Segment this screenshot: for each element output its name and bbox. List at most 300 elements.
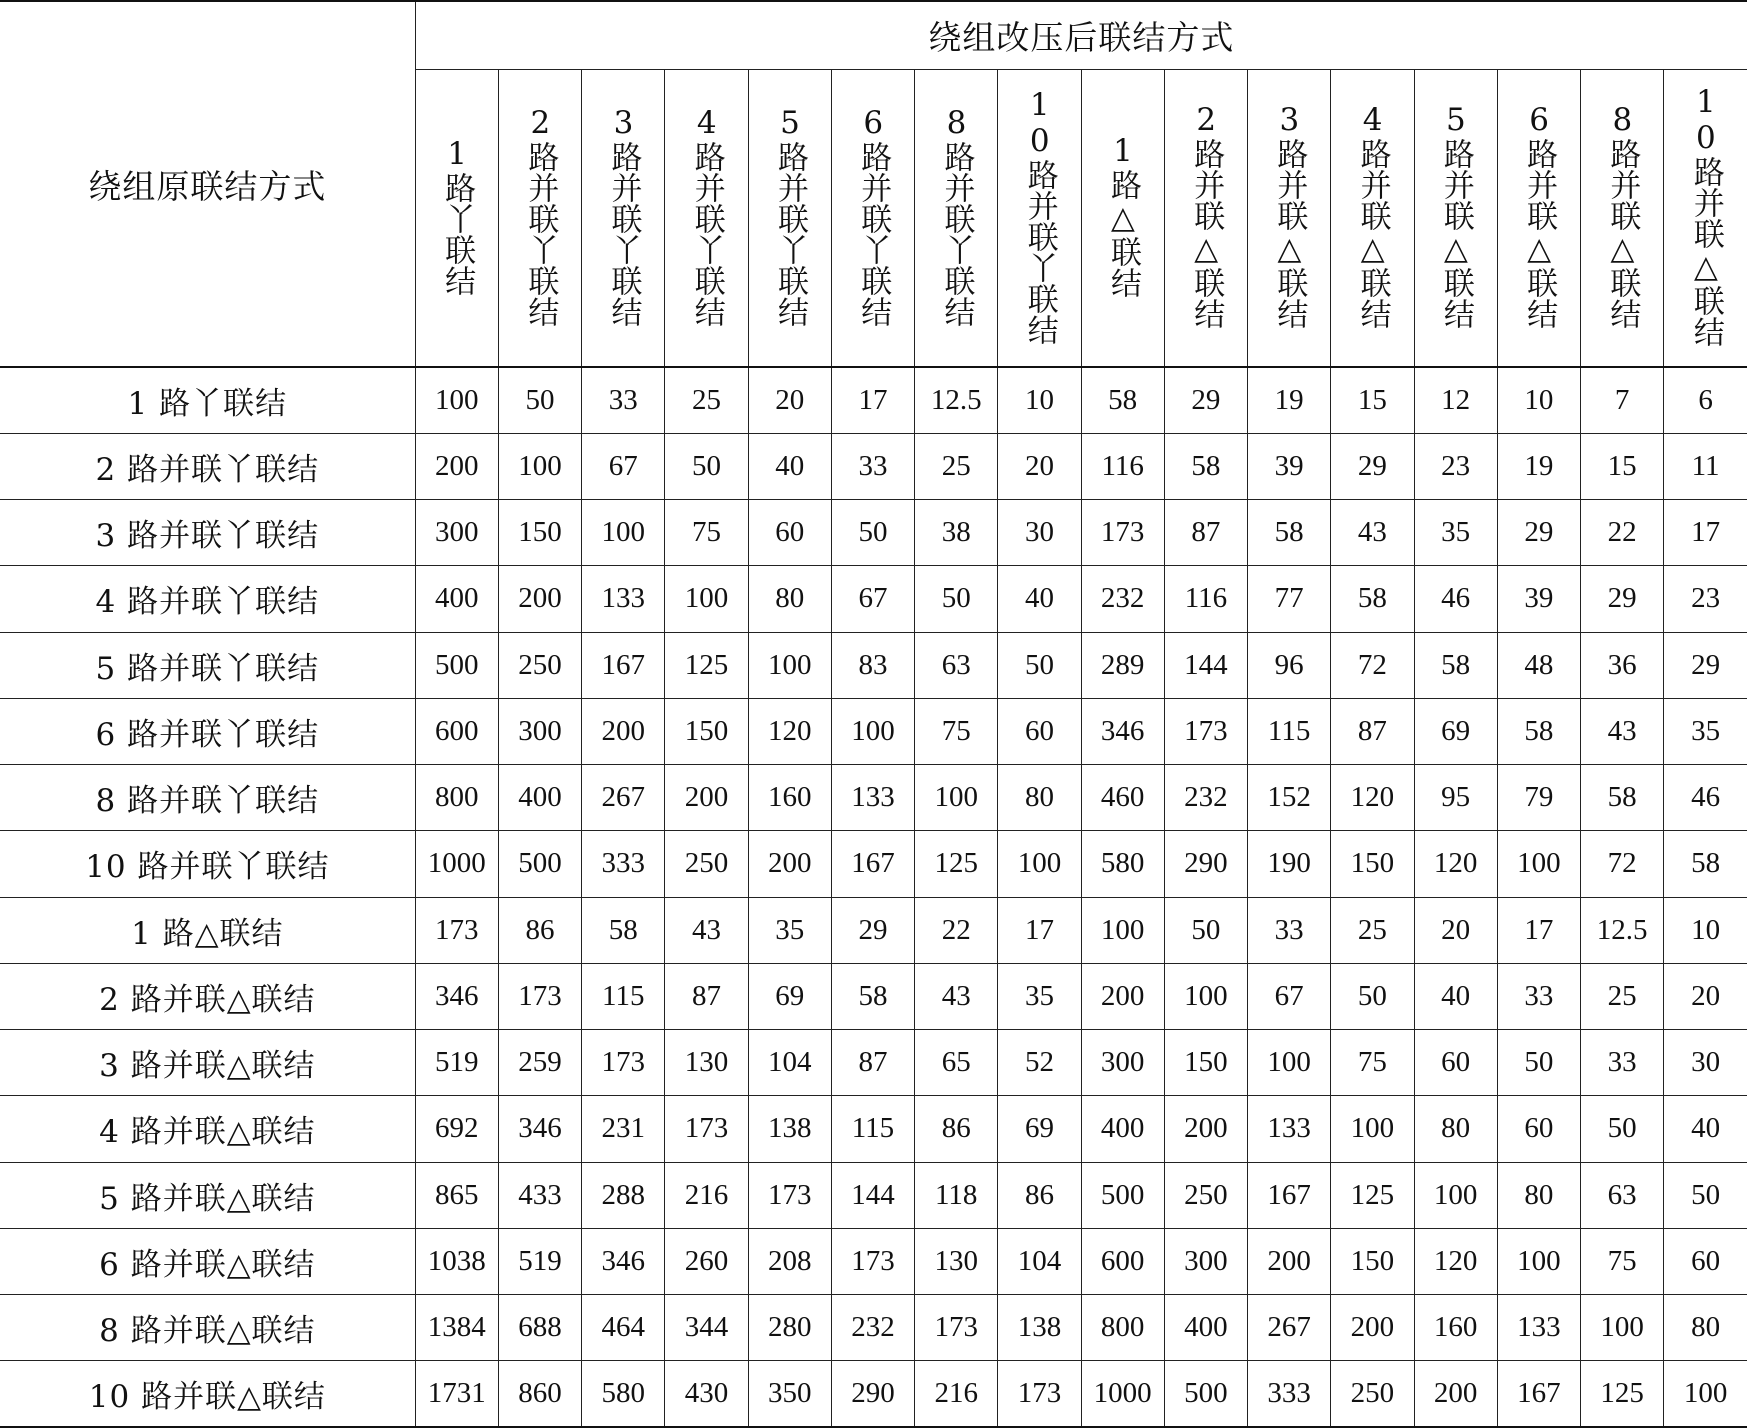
table-cell: 35 [998, 963, 1081, 1029]
table-cell: 69 [998, 1096, 1081, 1162]
table-cell: 29 [831, 897, 914, 963]
table-cell: 72 [1580, 831, 1663, 897]
table-cell: 22 [915, 897, 998, 963]
table-cell: 29 [1664, 632, 1747, 698]
table-cell: 160 [1414, 1295, 1497, 1361]
table-cell: 200 [1081, 963, 1164, 1029]
table-cell: 173 [498, 963, 581, 1029]
table-cell: 50 [1331, 963, 1414, 1029]
table-cell: 152 [1248, 765, 1331, 831]
table-cell: 346 [1081, 698, 1164, 764]
table-cell: 333 [582, 831, 665, 897]
table-cell: 400 [415, 566, 498, 632]
table-cell: 400 [1081, 1096, 1164, 1162]
table-cell: 116 [1081, 433, 1164, 499]
table-cell: 46 [1414, 566, 1497, 632]
table-cell: 130 [665, 1030, 748, 1096]
table-cell: 15 [1331, 367, 1414, 433]
table-cell: 100 [1497, 1228, 1580, 1294]
table-cell: 1384 [415, 1295, 498, 1361]
table-row [0, 500, 1747, 566]
table-cell: 200 [665, 765, 748, 831]
table-cell: 200 [498, 566, 581, 632]
table-cell: 133 [582, 566, 665, 632]
table-row [0, 1228, 1747, 1294]
table-cell: 460 [1081, 765, 1164, 831]
table-cell: 87 [831, 1030, 914, 1096]
row-label: 3 路并联△联结 [0, 1030, 415, 1096]
table-cell: 250 [1164, 1162, 1247, 1228]
table-cell: 280 [748, 1295, 831, 1361]
table-cell: 173 [748, 1162, 831, 1228]
table-cell: 104 [998, 1228, 1081, 1294]
table-cell: 12.5 [915, 367, 998, 433]
row-label: 8 路并联△联结 [0, 1295, 415, 1361]
table-cell: 50 [831, 500, 914, 566]
table-cell: 95 [1414, 765, 1497, 831]
column-header-label: 4路并联丫联结 [688, 104, 725, 327]
column-header-label: 1路丫联结 [439, 135, 476, 296]
table-cell: 77 [1248, 566, 1331, 632]
table-cell: 138 [748, 1096, 831, 1162]
row-label: 6 路并联丫联结 [0, 698, 415, 764]
table-cell: 58 [1248, 500, 1331, 566]
table-cell: 19 [1248, 367, 1331, 433]
table-cell: 200 [1414, 1361, 1497, 1427]
column-header-label: 3路并联丫联结 [605, 104, 642, 327]
column-header-label: 2路并联△联结 [1188, 102, 1225, 330]
table-cell: 692 [415, 1096, 498, 1162]
table-cell: 144 [1164, 632, 1247, 698]
table-cell: 60 [1664, 1228, 1747, 1294]
table-cell: 58 [1081, 367, 1164, 433]
table-cell: 22 [1580, 500, 1663, 566]
table-cell: 400 [498, 765, 581, 831]
table-cell: 50 [1664, 1162, 1747, 1228]
table-cell: 130 [915, 1228, 998, 1294]
table-cell: 58 [831, 963, 914, 1029]
table-row [0, 963, 1747, 1029]
table-cell: 232 [831, 1295, 914, 1361]
table-cell: 39 [1248, 433, 1331, 499]
table-cell: 67 [582, 433, 665, 499]
table-cell: 100 [1081, 897, 1164, 963]
table-cell: 35 [1664, 698, 1747, 764]
table-cell: 65 [915, 1030, 998, 1096]
table-cell: 20 [748, 367, 831, 433]
table-cell: 10 [998, 367, 1081, 433]
table-cell: 267 [1248, 1295, 1331, 1361]
table-cell: 216 [665, 1162, 748, 1228]
table-cell: 600 [1081, 1228, 1164, 1294]
table-cell: 200 [415, 433, 498, 499]
table-cell: 464 [582, 1295, 665, 1361]
table-cell: 100 [748, 632, 831, 698]
table-cell: 87 [1331, 698, 1414, 764]
table-cell: 167 [831, 831, 914, 897]
table-cell: 36 [1580, 632, 1663, 698]
table-cell: 138 [998, 1295, 1081, 1361]
table-cell: 167 [582, 632, 665, 698]
table-cell: 40 [1414, 963, 1497, 1029]
table-cell: 10 [1664, 897, 1747, 963]
column-header [1497, 69, 1580, 367]
table-cell: 58 [1414, 632, 1497, 698]
table-cell: 100 [831, 698, 914, 764]
table-cell: 25 [915, 433, 998, 499]
row-label: 8 路并联丫联结 [0, 765, 415, 831]
column-header [831, 69, 914, 367]
table-cell: 150 [1331, 831, 1414, 897]
table-cell: 133 [831, 765, 914, 831]
table-header [0, 1, 1747, 367]
table-cell: 1000 [1081, 1361, 1164, 1427]
column-header [1414, 69, 1497, 367]
table-cell: 30 [1664, 1030, 1747, 1096]
table-cell: 43 [1331, 500, 1414, 566]
table-cell: 1000 [415, 831, 498, 897]
table-cell: 63 [915, 632, 998, 698]
table-cell: 60 [1497, 1096, 1580, 1162]
table-cell: 200 [1248, 1228, 1331, 1294]
table-cell: 500 [498, 831, 581, 897]
table-cell: 173 [915, 1295, 998, 1361]
column-header [915, 69, 998, 367]
column-header [582, 69, 665, 367]
column-header [748, 69, 831, 367]
table-cell: 58 [1497, 698, 1580, 764]
table-cell: 50 [1580, 1096, 1663, 1162]
table-cell: 133 [1497, 1295, 1580, 1361]
table-row [0, 632, 1747, 698]
table-cell: 430 [665, 1361, 748, 1427]
table-cell: 46 [1664, 765, 1747, 831]
table-cell: 30 [998, 500, 1081, 566]
table-cell: 75 [665, 500, 748, 566]
table-cell: 1038 [415, 1228, 498, 1294]
table-cell: 60 [998, 698, 1081, 764]
table-cell: 72 [1331, 632, 1414, 698]
column-header [1248, 69, 1331, 367]
row-label: 5 路并联丫联结 [0, 632, 415, 698]
table-cell: 100 [415, 367, 498, 433]
table-cell: 29 [1331, 433, 1414, 499]
table-cell: 580 [1081, 831, 1164, 897]
column-header [665, 69, 748, 367]
table-cell: 80 [1414, 1096, 1497, 1162]
table-cell: 800 [1081, 1295, 1164, 1361]
row-label: 6 路并联△联结 [0, 1228, 415, 1294]
table-cell: 167 [1497, 1361, 1580, 1427]
table-cell: 10 [1497, 367, 1580, 433]
table-cell: 23 [1414, 433, 1497, 499]
column-header-label: 5路并联△联结 [1437, 102, 1474, 330]
column-header [998, 69, 1081, 367]
table-cell: 17 [1664, 500, 1747, 566]
row-label: 10 路并联丫联结 [0, 831, 415, 897]
table-cell: 43 [915, 963, 998, 1029]
table-cell: 400 [1164, 1295, 1247, 1361]
table-cell: 17 [831, 367, 914, 433]
row-label: 1 路△联结 [0, 897, 415, 963]
table-cell: 150 [498, 500, 581, 566]
table-cell: 35 [748, 897, 831, 963]
table-cell: 346 [498, 1096, 581, 1162]
column-header-label: 4路并联△联结 [1354, 102, 1391, 330]
table-cell: 80 [1497, 1162, 1580, 1228]
table-cell: 33 [831, 433, 914, 499]
table-cell: 259 [498, 1030, 581, 1096]
table-cell: 58 [1580, 765, 1663, 831]
table-cell: 150 [665, 698, 748, 764]
table-cell: 40 [998, 566, 1081, 632]
column-header [1664, 69, 1747, 367]
table-cell: 40 [748, 433, 831, 499]
table-cell: 80 [1664, 1295, 1747, 1361]
table-cell: 519 [415, 1030, 498, 1096]
table-cell: 75 [915, 698, 998, 764]
table-cell: 120 [1414, 1228, 1497, 1294]
table-row [0, 897, 1747, 963]
table-cell: 63 [1580, 1162, 1663, 1228]
table-cell: 80 [748, 566, 831, 632]
table-cell: 289 [1081, 632, 1164, 698]
table-cell: 173 [1164, 698, 1247, 764]
table-cell: 232 [1081, 566, 1164, 632]
table-cell: 50 [915, 566, 998, 632]
table-row [0, 698, 1747, 764]
row-label: 5 路并联△联结 [0, 1162, 415, 1228]
table-cell: 96 [1248, 632, 1331, 698]
table-cell: 346 [415, 963, 498, 1029]
row-label: 4 路并联丫联结 [0, 566, 415, 632]
table-cell: 100 [1248, 1030, 1331, 1096]
column-header-label: 3路并联△联结 [1271, 102, 1308, 330]
table-cell: 290 [1164, 831, 1247, 897]
table-cell: 17 [998, 897, 1081, 963]
table-cell: 100 [1580, 1295, 1663, 1361]
table-cell: 167 [1248, 1162, 1331, 1228]
table-cell: 50 [1497, 1030, 1580, 1096]
table-cell: 200 [582, 698, 665, 764]
table-cell: 100 [582, 500, 665, 566]
table-cell: 50 [1164, 897, 1247, 963]
table-cell: 11 [1664, 433, 1747, 499]
table-cell: 100 [1414, 1162, 1497, 1228]
table-cell: 69 [1414, 698, 1497, 764]
table-cell: 40 [1664, 1096, 1747, 1162]
table-cell: 25 [665, 367, 748, 433]
table-cell: 67 [1248, 963, 1331, 1029]
new-connection-header [415, 1, 1747, 69]
table-cell: 173 [582, 1030, 665, 1096]
table-cell: 519 [498, 1228, 581, 1294]
table-cell: 20 [1664, 963, 1747, 1029]
table-cell: 58 [1164, 433, 1247, 499]
table-cell: 115 [582, 963, 665, 1029]
table-cell: 300 [1164, 1228, 1247, 1294]
original-connection-title: 绕组原联结方式 [88, 166, 327, 206]
column-header [415, 69, 498, 367]
row-label: 4 路并联△联结 [0, 1096, 415, 1162]
column-header-label: 6路并联丫联结 [855, 104, 892, 327]
table-cell: 17 [1497, 897, 1580, 963]
table-cell: 232 [1164, 765, 1247, 831]
original-connection-header [0, 1, 415, 367]
table-cell: 173 [665, 1096, 748, 1162]
table-cell: 173 [831, 1228, 914, 1294]
table-cell: 865 [415, 1162, 498, 1228]
table-cell: 290 [831, 1361, 914, 1427]
table-cell: 120 [1331, 765, 1414, 831]
table-cell: 580 [582, 1361, 665, 1427]
table-cell: 29 [1580, 566, 1663, 632]
table-cell: 86 [498, 897, 581, 963]
table-cell: 80 [998, 765, 1081, 831]
table-cell: 52 [998, 1030, 1081, 1096]
table-cell: 800 [415, 765, 498, 831]
table-cell: 250 [498, 632, 581, 698]
table-cell: 25 [1580, 963, 1663, 1029]
table-cell: 125 [1580, 1361, 1663, 1427]
table-cell: 58 [582, 897, 665, 963]
table-row [0, 1361, 1747, 1427]
table-cell: 288 [582, 1162, 665, 1228]
table-cell: 86 [915, 1096, 998, 1162]
table-cell: 48 [1497, 632, 1580, 698]
column-header-label: 10路并联△联结 [1687, 84, 1724, 348]
table-cell: 83 [831, 632, 914, 698]
table-cell: 200 [1164, 1096, 1247, 1162]
table-cell: 69 [748, 963, 831, 1029]
column-header [1164, 69, 1247, 367]
table-cell: 67 [831, 566, 914, 632]
table-cell: 150 [1164, 1030, 1247, 1096]
table-cell: 500 [1081, 1162, 1164, 1228]
table-cell: 173 [1081, 500, 1164, 566]
table-row [0, 433, 1747, 499]
table-cell: 79 [1497, 765, 1580, 831]
table-cell: 200 [748, 831, 831, 897]
table-cell: 75 [1580, 1228, 1663, 1294]
table-cell: 190 [1248, 831, 1331, 897]
table-cell: 300 [498, 698, 581, 764]
table-cell: 87 [1164, 500, 1247, 566]
table-cell: 33 [1248, 897, 1331, 963]
table-cell: 100 [665, 566, 748, 632]
table-cell: 600 [415, 698, 498, 764]
table-cell: 15 [1580, 433, 1663, 499]
table-cell: 333 [1248, 1361, 1331, 1427]
table-cell: 500 [415, 632, 498, 698]
table-cell: 118 [915, 1162, 998, 1228]
table-cell: 29 [1497, 500, 1580, 566]
table-cell: 144 [831, 1162, 914, 1228]
table-cell: 300 [1081, 1030, 1164, 1096]
table-cell: 250 [1331, 1361, 1414, 1427]
table-cell: 133 [1248, 1096, 1331, 1162]
row-label: 1 路丫联结 [0, 367, 415, 433]
table-cell: 300 [415, 500, 498, 566]
table-cell: 115 [1248, 698, 1331, 764]
table-cell: 35 [1414, 500, 1497, 566]
table-cell: 1731 [415, 1361, 498, 1427]
column-header-label: 6路并联△联结 [1521, 102, 1558, 330]
table-cell: 50 [665, 433, 748, 499]
table-cell: 39 [1497, 566, 1580, 632]
table-cell: 19 [1497, 433, 1580, 499]
column-header-label: 2路并联丫联结 [522, 104, 559, 327]
table-cell: 150 [1331, 1228, 1414, 1294]
table-cell: 20 [1414, 897, 1497, 963]
table-cell: 58 [1664, 831, 1747, 897]
table-cell: 433 [498, 1162, 581, 1228]
table-cell: 120 [1414, 831, 1497, 897]
table-cell: 7 [1580, 367, 1663, 433]
table-cell: 86 [998, 1162, 1081, 1228]
column-header-label: 10路并联丫联结 [1021, 86, 1058, 345]
table-row [0, 1096, 1747, 1162]
column-header-label: 1路△联结 [1104, 133, 1141, 299]
table-cell: 60 [748, 500, 831, 566]
column-header [1580, 69, 1663, 367]
table-cell: 104 [748, 1030, 831, 1096]
table-cell: 116 [1164, 566, 1247, 632]
table-cell: 344 [665, 1295, 748, 1361]
table-row [0, 1162, 1747, 1228]
column-header [1081, 69, 1164, 367]
table-cell: 173 [998, 1361, 1081, 1427]
table-cell: 100 [498, 433, 581, 499]
table-cell: 6 [1664, 367, 1747, 433]
column-header-label: 5路并联丫联结 [772, 104, 809, 327]
table-cell: 260 [665, 1228, 748, 1294]
table-cell: 500 [1164, 1361, 1247, 1427]
table-cell: 200 [1331, 1295, 1414, 1361]
table-cell: 125 [915, 831, 998, 897]
table-cell: 100 [1664, 1361, 1747, 1427]
table-cell: 87 [665, 963, 748, 1029]
table-cell: 350 [748, 1361, 831, 1427]
row-label: 3 路并联丫联结 [0, 500, 415, 566]
table-cell: 33 [1580, 1030, 1663, 1096]
table-cell: 20 [998, 433, 1081, 499]
table-cell: 231 [582, 1096, 665, 1162]
table-row [0, 765, 1747, 831]
table-cell: 43 [665, 897, 748, 963]
table-cell: 250 [665, 831, 748, 897]
table-cell: 100 [1497, 831, 1580, 897]
row-label: 2 路并联△联结 [0, 963, 415, 1029]
table-cell: 29 [1164, 367, 1247, 433]
table-cell: 33 [582, 367, 665, 433]
table-cell: 100 [1164, 963, 1247, 1029]
column-header [1331, 69, 1414, 367]
table-cell: 100 [1331, 1096, 1414, 1162]
table-cell: 33 [1497, 963, 1580, 1029]
table-cell: 125 [1331, 1162, 1414, 1228]
table-cell: 216 [915, 1361, 998, 1427]
column-header-label: 8路并联丫联结 [938, 104, 975, 327]
table-cell: 50 [998, 632, 1081, 698]
table-cell: 208 [748, 1228, 831, 1294]
table-cell: 25 [1331, 897, 1414, 963]
new-connection-title: 绕组改压后联结方式 [928, 17, 1235, 57]
table-cell: 125 [665, 632, 748, 698]
table-cell: 688 [498, 1295, 581, 1361]
table-cell: 267 [582, 765, 665, 831]
table-cell: 43 [1580, 698, 1663, 764]
